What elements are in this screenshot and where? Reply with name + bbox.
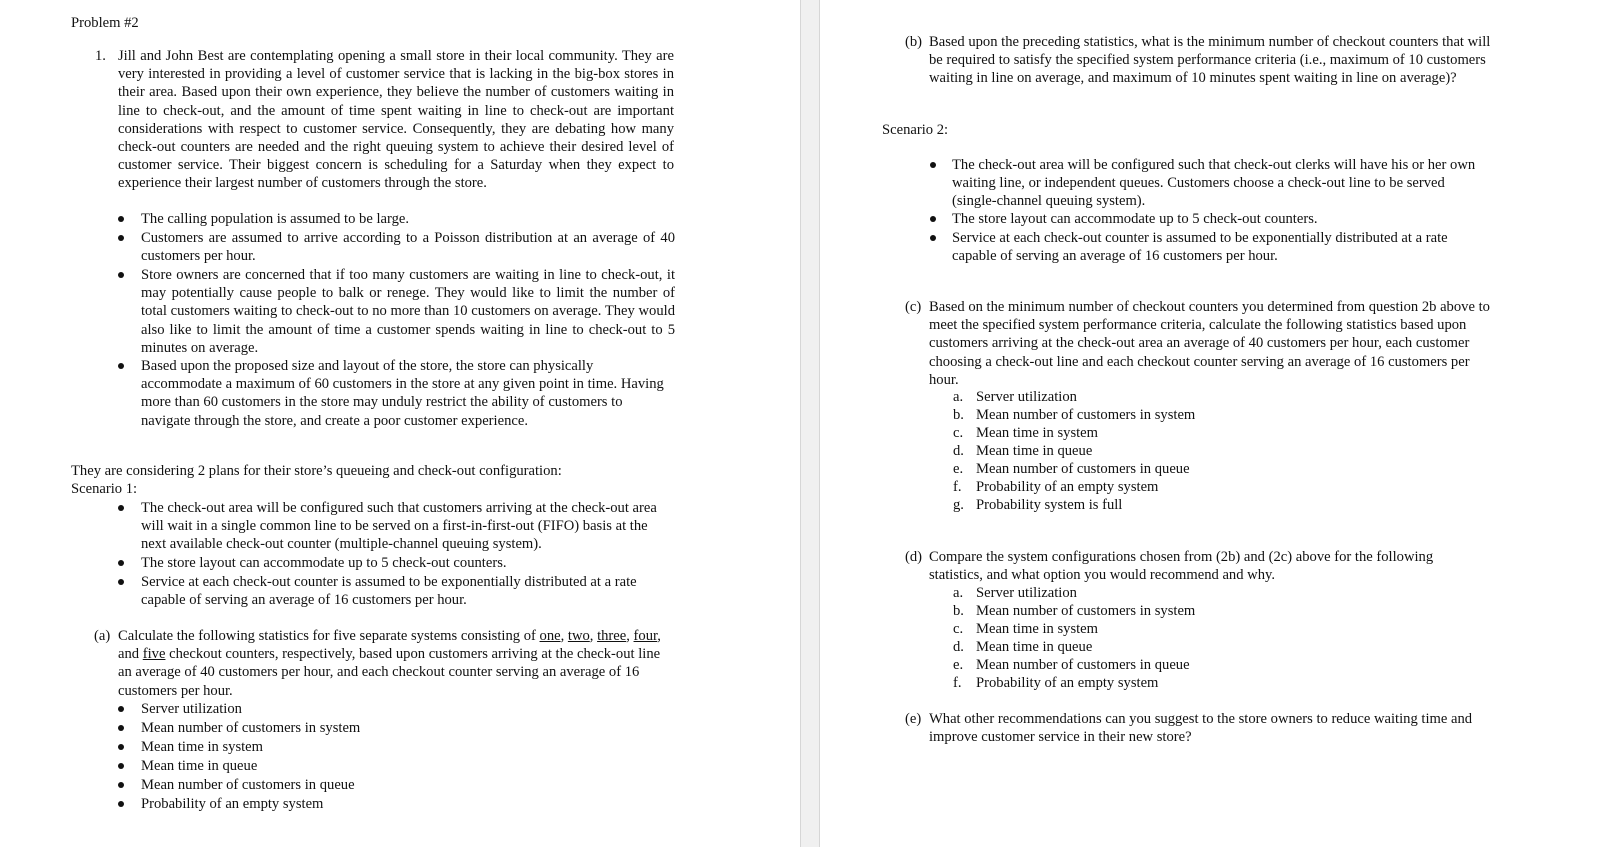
part-c-label: (c) (905, 299, 922, 315)
assumption-item: Store owners are concerned that if too many customers are waiting in line to check-out, it may potentially cause people to balk or renege. They would like to limit the number of total customers waiting to check-out to no more than 10 customers on average. They would also like to limit the amount of time a customer spends waiting in line to check-out to 5 minutes on average. (141, 267, 675, 356)
statistic-item: Probability of an empty system (976, 675, 1159, 691)
list-letter: d. (953, 639, 964, 655)
scenario1-item: Service at each check-out counter is assumed to be exponentially distributed at a rate capable of serving an average of 16 customers per hour. (141, 574, 637, 609)
statistic-item: Mean number of customers in queue (976, 657, 1190, 673)
list-letter: f. (953, 479, 962, 495)
bullet-dot (930, 216, 936, 222)
list-letter: e. (953, 657, 964, 673)
statistic-item: Probability of an empty system (141, 796, 324, 812)
bullet-dot (118, 725, 124, 731)
list-letter: a. (953, 389, 964, 405)
list-letter: c. (953, 425, 964, 441)
part-b-question: Based upon the preceding statistics, what is the minimum number of checkout counters that will be required to satisfy the specified system performance criteria (i.e., maximum of 10 customers waiting in line on average, and maximum of 10 minutes spent waiting in line on average)? (929, 34, 1491, 87)
list-letter: c. (953, 621, 964, 637)
bullet-dot (118, 579, 124, 585)
list-letter: e. (953, 461, 964, 477)
assumption-item: Customers are assumed to arrive according to a Poisson distribution at an average of 40 customers per hour. (141, 230, 675, 265)
statistic-item: Mean time in queue (976, 443, 1093, 459)
statistic-item: Mean time in system (976, 621, 1099, 637)
scenario1-label: Scenario 1: (71, 481, 138, 497)
scenario2-item: The store layout can accommodate up to 5 check-out counters. (952, 211, 1318, 227)
statistic-item: Server utilization (976, 585, 1077, 601)
plans-line: They are considering 2 plans for their store’s queueing and check-out configuration: (71, 463, 562, 479)
part-b-label: (b) (905, 34, 923, 50)
intro-paragraph: Jill and John Best are contemplating opening a small store in their local community. They are very interested in providing a level of customer service that is lacking in the big-box stores in their area. Based upon their own experience, they believe the number of customers waiting in line to check-out, and the amount of time spent waiting in line to check-out are important considerations with respect to customer service. Consequently, they are debating how many check-out counters are needed and the right queuing system to achieve their desired level of customer service. Their biggest concern is scheduling for a Saturday when they expect to experience their largest number of customers through the store. (118, 48, 674, 192)
bullet-dot (118, 363, 124, 369)
bullet-dot (118, 560, 124, 566)
bullet-dot (930, 162, 936, 168)
problem-heading: Problem #2 (71, 15, 139, 31)
list-letter: b. (953, 407, 964, 423)
bullet-dot (118, 272, 124, 278)
list-letter: d. (953, 443, 964, 459)
statistic-item: Server utilization (141, 701, 242, 717)
statistic-item: Mean number of customers in system (141, 720, 361, 736)
question-number: 1. (95, 48, 106, 64)
scenario2-item: Service at each check-out counter is assumed to be exponentially distributed at a rate capable of serving an average of 16 customers per hour. (952, 230, 1448, 265)
statistic-item: Mean time in queue (141, 758, 258, 774)
statistic-item: Probability of an empty system (976, 479, 1159, 495)
part-e-label: (e) (905, 711, 922, 727)
assumption-item: Based upon the proposed size and layout of the store, the store can physically accommodate a maximum of 60 customers in the store at any given point in time. Having more than 60 customers in the store may unduly restrict the ability of customers to navigate through the store, and create a poor customer experience. (141, 358, 664, 429)
left-page (0, 0, 800, 847)
scenario1-item: The store layout can accommodate up to 5 check-out counters. (141, 555, 507, 571)
bullet-dot (118, 782, 124, 788)
statistic-item: Mean time in system (976, 425, 1099, 441)
part-a-label: (a) (94, 628, 111, 644)
part-a-question: Calculate the following statistics for five separate systems consisting of one, two, three, four, and five checkout counters, respectively, based upon customers arriving at the check-out line an average of 40 customers per hour, and each checkout counter serving an average of 16 customers per hour. (118, 628, 661, 699)
bullet-dot (118, 505, 124, 511)
bullet-dot (118, 706, 124, 712)
statistic-item: Mean number of customers in queue (976, 461, 1190, 477)
scenario2-label: Scenario 2: (882, 122, 949, 138)
bullet-dot (118, 216, 124, 222)
bullet-dot (930, 235, 936, 241)
statistic-item: Mean time in system (141, 739, 264, 755)
assumption-item: The calling population is assumed to be large. (141, 211, 410, 227)
statistic-item: Mean number of customers in system (976, 407, 1196, 423)
statistic-item: Probability system is full (976, 497, 1123, 513)
scenario1-item: The check-out area will be configured such that customers arriving at the check-out area will wait in a single common line to be served on a first-in-first-out (FIFO) basis at the next available check-out counter (multiple-channel queuing system). (141, 500, 657, 553)
part-c-question: Based on the minimum number of checkout counters you determined from question 2b above to meet the specified system performance criteria, calculate the following statistics based upon customers arriving at the check-out area an average of 40 customers per hour, each customer choosing a check-out line and each checkout counter serving an average of 16 customers per hour. (929, 299, 1490, 388)
scenario2-item: The check-out area will be configured such that check-out clerks will have his or her own waiting line, or independent queues. Customers choose a check-out line to be served (single-channel queuing system). (952, 157, 1476, 210)
list-letter: b. (953, 603, 964, 619)
bullet-dot (118, 801, 124, 807)
statistic-item: Mean number of customers in system (976, 603, 1196, 619)
part-d-question: Compare the system configurations chosen from (2b) and (2c) above for the following statistics, and what option you would recommend and why. (929, 549, 1434, 584)
statistic-item: Mean time in queue (976, 639, 1093, 655)
part-e-question: What other recommendations can you suggest to the store owners to reduce waiting time and improve customer service in their new store? (929, 711, 1473, 746)
statistic-item: Mean number of customers in queue (141, 777, 355, 793)
right-page (820, 0, 1610, 847)
bullet-dot (118, 235, 124, 241)
statistic-item: Server utilization (976, 389, 1077, 405)
part-d-label: (d) (905, 549, 923, 565)
list-letter: a. (953, 585, 964, 601)
list-letter: f. (953, 675, 962, 691)
list-letter: g. (953, 497, 964, 513)
bullet-dot (118, 744, 124, 750)
page-gutter (800, 0, 820, 847)
bullet-dot (118, 763, 124, 769)
